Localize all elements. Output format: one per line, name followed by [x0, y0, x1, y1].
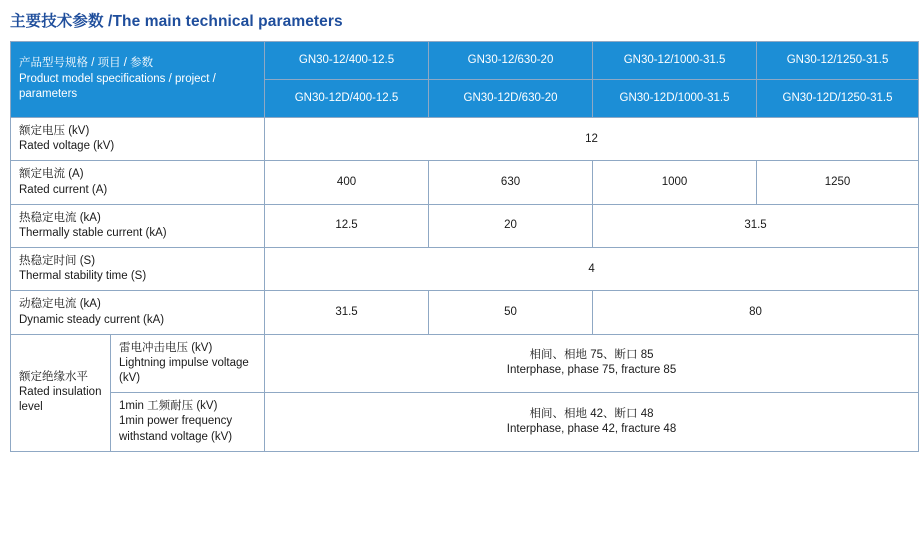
- header-label-cn: 产品型号规格 / 项目 / 参数: [19, 57, 154, 70]
- page-title: [6, 0, 914, 41]
- sub-label-cn: 1min 工频耐压 (kV): [119, 400, 218, 413]
- value-rated-current-1250: 1250: [757, 161, 919, 204]
- value-rated-current-400: 400: [265, 161, 429, 204]
- sub-label-power-frequency: [111, 393, 265, 452]
- row-label-cn: 额定电流 (A): [19, 168, 84, 181]
- row-label-cn: 额定绝缘水平: [19, 370, 88, 383]
- value-thermal-time: 4: [265, 248, 919, 291]
- table-row-insulation-lightning: [11, 334, 919, 393]
- sub-label-cn: 雷电冲击电压 (kV): [119, 341, 213, 354]
- row-label-thermal-time: [11, 248, 265, 291]
- value-thermal-current-1: 12.5: [265, 204, 429, 247]
- table-row-insulation-power-frequency: [11, 393, 919, 452]
- row-label-thermal-current: [11, 204, 265, 247]
- table-row-dynamic-current: [11, 291, 919, 334]
- row-label-cn: 热稳定时间 (S): [19, 255, 96, 268]
- row-label-en: Thermal stability time (S): [19, 270, 147, 283]
- row-label-cn: 动稳定电流 (kA): [19, 298, 101, 311]
- value-en: Interphase, phase 42, fracture 48: [506, 422, 677, 435]
- table-row-thermal-time: [11, 248, 919, 291]
- row-label-en: Rated voltage (kV): [19, 140, 115, 153]
- header-model-d-1: GN30-12D/400-12.5: [265, 80, 429, 118]
- header-model-1: GN30-12/400-12.5: [265, 42, 429, 80]
- header-model-d-2: GN30-12D/630-20: [429, 80, 593, 118]
- value-en: Interphase, phase 75, fracture 85: [506, 364, 677, 377]
- header-model-2: GN30-12/630-20: [429, 42, 593, 80]
- row-label-en: Dynamic steady current (kA): [19, 313, 165, 326]
- value-rated-current-630: 630: [429, 161, 593, 204]
- row-label-rated-current: [11, 161, 265, 204]
- specifications-table: [10, 41, 919, 452]
- table-row-thermal-current: [11, 204, 919, 247]
- row-label-cn: 额定电压 (kV): [19, 125, 90, 137]
- row-label-cn: 热稳定电流 (kA): [19, 211, 101, 224]
- header-model-3: GN30-12/1000-31.5: [593, 42, 757, 80]
- row-label-en: Thermally stable current (kA): [19, 226, 167, 239]
- row-label-dynamic-current: [11, 291, 265, 334]
- page-title-en: /The main technical parameters: [108, 13, 343, 30]
- value-cn: 相间、相地 75、断口 85: [529, 349, 654, 362]
- page-title-cn: 主要技术参数: [10, 13, 104, 30]
- value-dynamic-current-1: 31.5: [265, 291, 429, 334]
- value-dynamic-current-2: 50: [429, 291, 593, 334]
- table-row-rated-voltage: [11, 118, 919, 161]
- header-model-d-4: GN30-12D/1250-31.5: [757, 80, 919, 118]
- value-power-frequency: [265, 393, 919, 452]
- value-dynamic-current-3: 80: [593, 291, 919, 334]
- header-model-4: GN30-12/1250-31.5: [757, 42, 919, 80]
- value-thermal-current-2: 20: [429, 204, 593, 247]
- row-label-en: Rated current (A): [19, 183, 108, 196]
- header-label-cell: [11, 42, 265, 118]
- value-thermal-current-3: 31.5: [593, 204, 919, 247]
- table-header-row-1: [11, 42, 919, 80]
- value-cn: 相间、相地 42、断口 48: [529, 407, 654, 420]
- sub-label-lightning-impulse: [111, 334, 265, 393]
- row-label-rated-voltage: [11, 118, 265, 161]
- header-label-en: Product model specifications / project / parameters: [19, 72, 216, 101]
- header-model-d-3: GN30-12D/1000-31.5: [593, 80, 757, 118]
- row-label-en: Rated insulation level: [19, 386, 102, 414]
- value-lightning-impulse: [265, 334, 919, 393]
- table-row-rated-current: [11, 161, 919, 204]
- value-rated-current-1000: 1000: [593, 161, 757, 204]
- sub-label-en: 1min power frequency withstand voltage (kV): [119, 415, 233, 443]
- row-label-insulation-level: [11, 334, 111, 451]
- value-rated-voltage: 12: [265, 118, 919, 161]
- sub-label-en: Lightning impulse voltage (kV): [119, 356, 249, 385]
